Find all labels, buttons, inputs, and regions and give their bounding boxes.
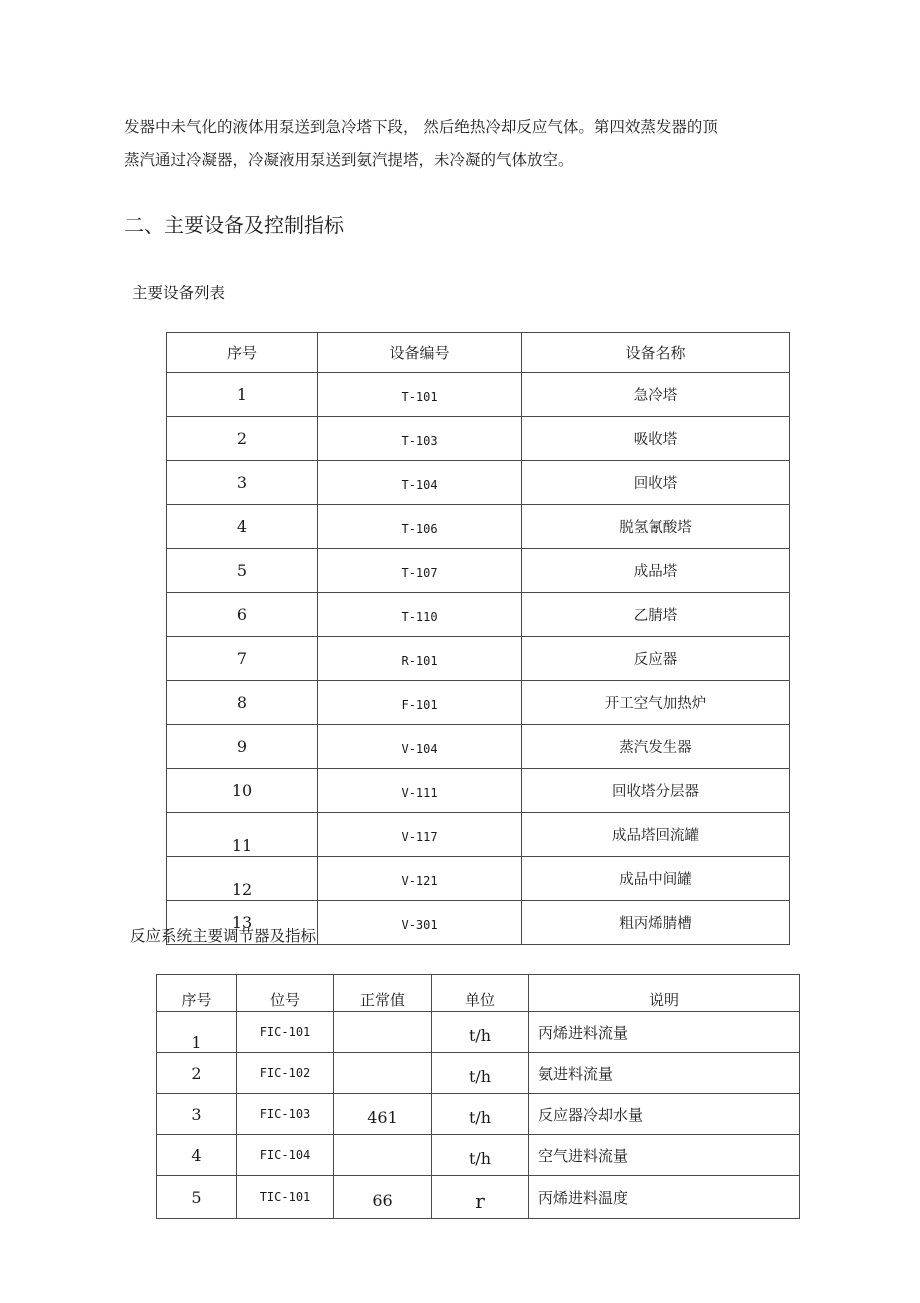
row-serial-number: 6 <box>167 593 318 637</box>
controller-table <box>156 974 800 1219</box>
row-equipment-code: V-117 <box>318 813 522 857</box>
row-serial-number: 4 <box>157 1135 237 1176</box>
row-serial-number: 12 <box>167 857 318 901</box>
row-equipment-name: 急冷塔 <box>522 373 790 417</box>
row-equipment-code: V-104 <box>318 725 522 769</box>
row-equipment-name: 回收塔分层器 <box>522 769 790 813</box>
row-equipment-code: T-107 <box>318 549 522 593</box>
row-serial-number: 2 <box>167 417 318 461</box>
row-unit: r <box>432 1176 529 1219</box>
table-row <box>167 769 790 813</box>
row-equipment-name: 回收塔 <box>522 461 790 505</box>
row-equipment-code: V-301 <box>318 901 522 945</box>
row-unit: t/h <box>432 1053 529 1094</box>
row-tag-number: FIC-101 <box>237 1012 334 1053</box>
table-row <box>167 549 790 593</box>
header-serial-number: 序号 <box>157 975 237 1012</box>
equipment-table-header <box>167 333 790 373</box>
row-equipment-name: 开工空气加热炉 <box>522 681 790 725</box>
row-equipment-name: 吸收塔 <box>522 417 790 461</box>
row-equipment-name: 成品中间罐 <box>522 857 790 901</box>
controller-table-header <box>157 975 800 1012</box>
table-row <box>167 593 790 637</box>
row-unit: t/h <box>432 1135 529 1176</box>
row-serial-number: 4 <box>167 505 318 549</box>
table-row <box>167 505 790 549</box>
row-serial-number: 10 <box>167 769 318 813</box>
table-row <box>157 1094 800 1135</box>
table-row <box>157 1135 800 1176</box>
table-row <box>167 857 790 901</box>
controller-table-caption: 反应系统主要调节器及指标 <box>130 927 317 945</box>
row-equipment-code: T-101 <box>318 373 522 417</box>
row-equipment-name: 粗丙烯腈槽 <box>522 901 790 945</box>
row-serial-number: 8 <box>167 681 318 725</box>
row-equipment-name: 蒸汽发生器 <box>522 725 790 769</box>
row-equipment-name: 反应器 <box>522 637 790 681</box>
intro-line-2: 蒸汽通过冷凝器，冷凝液用泵送到氨汽提塔，未冷凝的气体放空。 <box>124 151 574 169</box>
header-equipment-code: 设备编号 <box>318 333 522 373</box>
table-row <box>157 1176 800 1219</box>
table-row <box>167 417 790 461</box>
row-normal-value: 66 <box>334 1176 432 1219</box>
row-serial-number: 9 <box>167 725 318 769</box>
row-equipment-code: T-110 <box>318 593 522 637</box>
table-row <box>167 813 790 857</box>
equipment-table-caption: 主要设备列表 <box>132 284 226 302</box>
table-row <box>157 1053 800 1094</box>
row-serial-number: 5 <box>167 549 318 593</box>
row-serial-number: 5 <box>157 1176 237 1219</box>
table-row <box>167 681 790 725</box>
row-description: 丙烯进料温度 <box>529 1176 800 1219</box>
row-tag-number: FIC-104 <box>237 1135 334 1176</box>
row-description: 丙烯进料流量 <box>529 1012 800 1053</box>
row-normal-value <box>334 1135 432 1176</box>
header-unit: 单位 <box>432 975 529 1012</box>
row-tag-number: FIC-102 <box>237 1053 334 1094</box>
row-normal-value <box>334 1012 432 1053</box>
row-serial-number: 1 <box>167 373 318 417</box>
row-tag-number: FIC-103 <box>237 1094 334 1135</box>
row-normal-value: 461 <box>334 1094 432 1135</box>
equipment-table <box>166 332 790 945</box>
row-serial-number: 3 <box>157 1094 237 1135</box>
section-heading: 二、主要设备及控制指标 <box>124 213 344 237</box>
row-equipment-code: V-121 <box>318 857 522 901</box>
row-equipment-name: 成品塔 <box>522 549 790 593</box>
row-equipment-code: R-101 <box>318 637 522 681</box>
table-row <box>167 725 790 769</box>
row-equipment-name: 脱氢氰酸塔 <box>522 505 790 549</box>
row-normal-value <box>334 1053 432 1094</box>
row-serial-number: 1 <box>157 1012 237 1053</box>
row-equipment-code: T-103 <box>318 417 522 461</box>
row-serial-number: 3 <box>167 461 318 505</box>
row-unit: t/h <box>432 1094 529 1135</box>
row-description: 氨进料流量 <box>529 1053 800 1094</box>
row-unit: t/h <box>432 1012 529 1053</box>
row-description: 反应器冷却水量 <box>529 1094 800 1135</box>
header-normal-value: 正常值 <box>334 975 432 1012</box>
table-row <box>167 637 790 681</box>
row-equipment-name: 乙腈塔 <box>522 593 790 637</box>
row-serial-number: 2 <box>157 1053 237 1094</box>
intro-line-1: 发器中未气化的液体用泵送到急冷塔下段， 然后绝热冷却反应气体。第四效蒸发器的顶 <box>124 118 718 136</box>
row-tag-number: TIC-101 <box>237 1176 334 1219</box>
header-description: 说明 <box>529 975 800 1012</box>
row-equipment-code: V-111 <box>318 769 522 813</box>
row-serial-number: 11 <box>167 813 318 857</box>
row-equipment-code: F-101 <box>318 681 522 725</box>
row-equipment-code: T-104 <box>318 461 522 505</box>
header-serial-number: 序号 <box>167 333 318 373</box>
row-equipment-code: T-106 <box>318 505 522 549</box>
row-description: 空气进料流量 <box>529 1135 800 1176</box>
row-equipment-name: 成品塔回流罐 <box>522 813 790 857</box>
table-row <box>167 373 790 417</box>
row-serial-number: 7 <box>167 637 318 681</box>
table-row <box>167 461 790 505</box>
header-tag-number: 位号 <box>237 975 334 1012</box>
table-row <box>157 1012 800 1053</box>
header-equipment-name: 设备名称 <box>522 333 790 373</box>
row-serial-number: 13 <box>167 901 318 945</box>
